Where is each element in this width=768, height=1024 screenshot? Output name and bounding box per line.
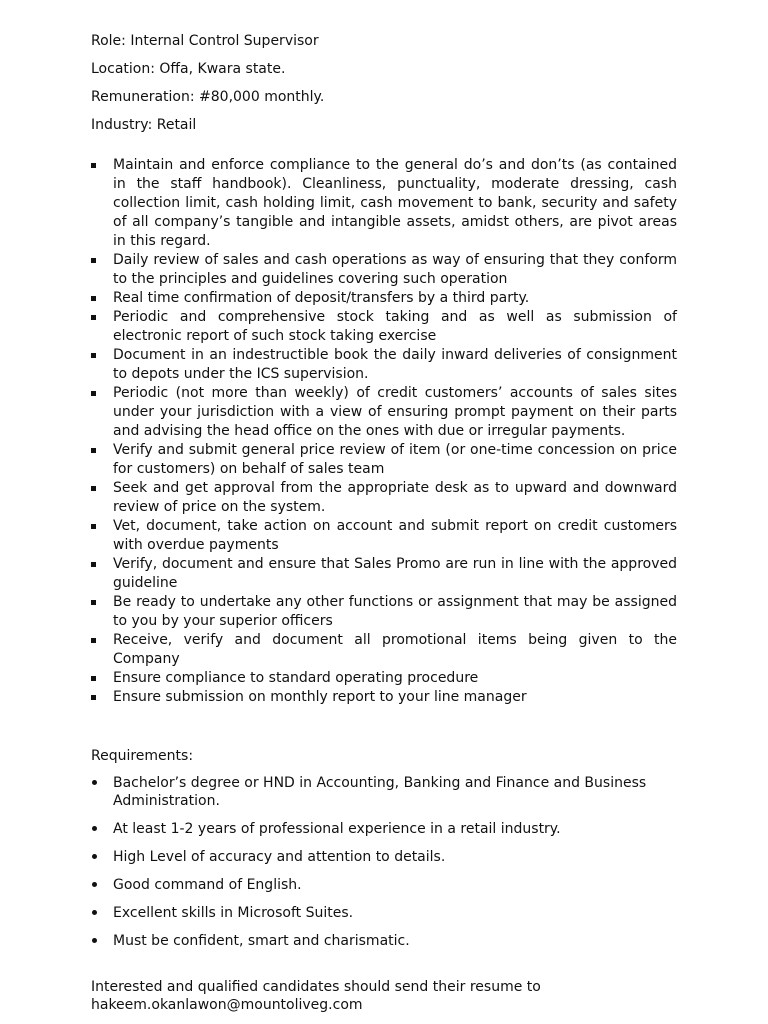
duty-text: Periodic and comprehensive stock taking and as well as submission of electronic report of such stock taking exercise bbox=[113, 309, 677, 344]
requirement-text: Bachelor’s degree or HND in Accounting, Banking and Finance and Business Administration. bbox=[113, 775, 647, 809]
duty-item bbox=[91, 346, 677, 384]
duty-item bbox=[91, 251, 677, 289]
duty-item bbox=[91, 688, 677, 707]
job-role: Role: Internal Control Supervisor bbox=[91, 33, 319, 49]
round-bullet-icon bbox=[92, 854, 97, 859]
round-bullet-icon bbox=[92, 826, 97, 831]
square-bullet-icon bbox=[91, 638, 96, 643]
duty-item bbox=[91, 384, 677, 441]
square-bullet-icon bbox=[91, 600, 96, 605]
duty-text: Periodic (not more than weekly) of credit customers’ accounts of sales sites under your jurisdiction with a view of ensuring prompt payment on their parts and advising the head office on the ones with due or irregular payments. bbox=[113, 385, 677, 439]
square-bullet-icon bbox=[91, 695, 96, 700]
requirement-item bbox=[91, 820, 677, 838]
contact-email[interactable]: hakeem.okanlawon@mountoliveg.com bbox=[91, 997, 363, 1013]
requirement-item bbox=[91, 876, 677, 894]
round-bullet-icon bbox=[92, 882, 97, 887]
job-remuneration: Remuneration: #80,000 monthly. bbox=[91, 89, 325, 105]
square-bullet-icon bbox=[91, 258, 96, 263]
duties-list bbox=[91, 156, 677, 707]
requirements-list bbox=[91, 774, 677, 950]
requirement-item bbox=[91, 774, 677, 810]
square-bullet-icon bbox=[91, 296, 96, 301]
requirement-text: Excellent skills in Microsoft Suites. bbox=[113, 905, 354, 921]
round-bullet-icon bbox=[92, 780, 97, 785]
duty-text: Verify, document and ensure that Sales Promo are run in line with the approved guideline bbox=[113, 556, 677, 591]
square-bullet-icon bbox=[91, 486, 96, 491]
duty-item bbox=[91, 517, 677, 555]
duty-item bbox=[91, 555, 677, 593]
duty-item bbox=[91, 308, 677, 346]
round-bullet-icon bbox=[92, 910, 97, 915]
duty-text: Vet, document, take action on account and submit report on credit customers with overdue payments bbox=[113, 518, 677, 553]
square-bullet-icon bbox=[91, 353, 96, 358]
requirement-item bbox=[91, 904, 677, 922]
application-instructions bbox=[91, 978, 677, 1014]
duty-text: Be ready to undertake any other functions or assignment that may be assigned to you by your superior officers bbox=[113, 594, 677, 629]
duty-text: Document in an indestructible book the daily inward deliveries of consignment to depots under the ICS supervision. bbox=[113, 347, 677, 382]
square-bullet-icon bbox=[91, 163, 96, 168]
requirement-item bbox=[91, 932, 677, 950]
duty-text: Maintain and enforce compliance to the general do’s and don’ts (as contained in the staff handbook). Cleanliness, punctuality, moderate dressing, cash collection limit, cash holding limit, cash movement to bank, security and safety of all company’s tangible and intangible assets, amidst others, are pivot areas in this regard. bbox=[113, 157, 677, 249]
job-location: Location: Offa, Kwara state. bbox=[91, 61, 286, 77]
duty-item bbox=[91, 156, 677, 251]
duty-text: Ensure compliance to standard operating procedure bbox=[113, 670, 479, 686]
requirement-item bbox=[91, 848, 677, 866]
duty-text: Daily review of sales and cash operations as way of ensuring that they conform to the principles and guidelines covering such operation bbox=[113, 252, 677, 287]
application-instruction-text: Interested and qualified candidates should send their resume to bbox=[91, 979, 541, 995]
duty-text: Seek and get approval from the appropriate desk as to upward and downward review of price on the system. bbox=[113, 480, 677, 515]
document-page bbox=[91, 32, 677, 1014]
duty-item bbox=[91, 593, 677, 631]
duty-text: Real time confirmation of deposit/transfers by a third party. bbox=[113, 290, 530, 306]
square-bullet-icon bbox=[91, 315, 96, 320]
requirement-text: Good command of English. bbox=[113, 877, 302, 893]
duty-item bbox=[91, 289, 677, 308]
square-bullet-icon bbox=[91, 562, 96, 567]
duty-text: Verify and submit general price review of item (or one-time concession on price for customers) on behalf of sales team bbox=[113, 442, 677, 477]
duty-item bbox=[91, 441, 677, 479]
square-bullet-icon bbox=[91, 676, 96, 681]
duty-item bbox=[91, 479, 677, 517]
requirement-text: At least 1-2 years of professional experience in a retail industry. bbox=[113, 821, 561, 837]
duty-text: Ensure submission on monthly report to your line manager bbox=[113, 689, 527, 705]
square-bullet-icon bbox=[91, 391, 96, 396]
duty-item bbox=[91, 669, 677, 688]
job-industry: Industry: Retail bbox=[91, 117, 197, 133]
round-bullet-icon bbox=[92, 938, 97, 943]
requirements-heading: Requirements: bbox=[91, 748, 194, 764]
requirement-text: High Level of accuracy and attention to details. bbox=[113, 849, 446, 865]
duty-text: Receive, verify and document all promotional items being given to the Company bbox=[113, 632, 677, 667]
duty-item bbox=[91, 631, 677, 669]
square-bullet-icon bbox=[91, 448, 96, 453]
requirement-text: Must be confident, smart and charismatic. bbox=[113, 933, 410, 949]
square-bullet-icon bbox=[91, 524, 96, 529]
